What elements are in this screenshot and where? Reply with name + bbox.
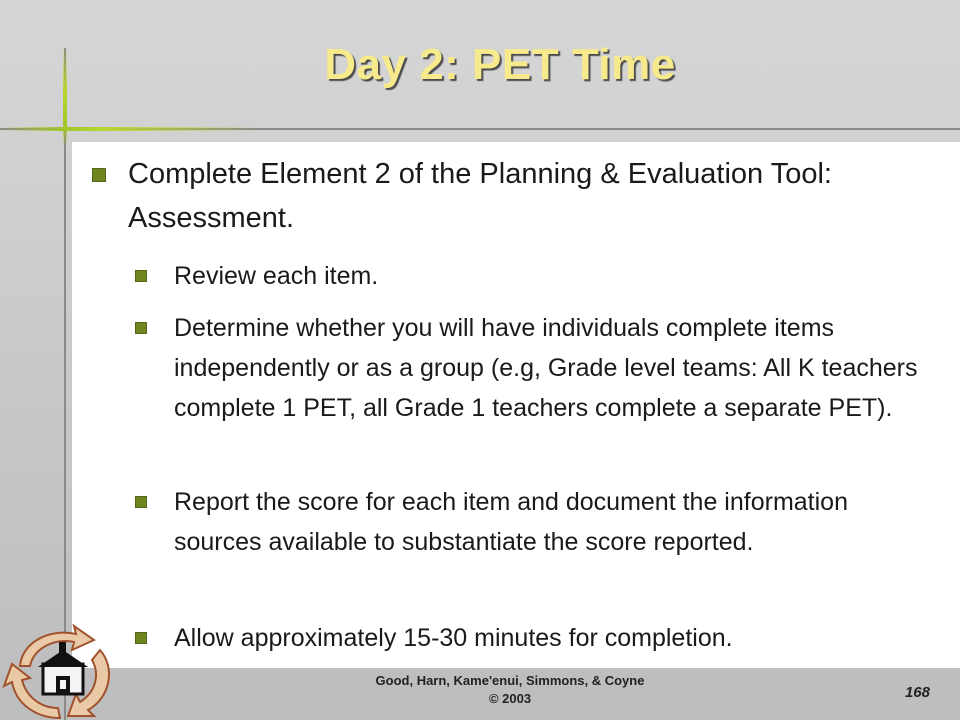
slide-title: Day 2: PET Time xyxy=(324,40,676,89)
square-bullet-icon xyxy=(135,496,147,508)
sub-bullet xyxy=(138,482,938,562)
square-bullet-icon xyxy=(135,632,147,644)
square-bullet-icon xyxy=(92,168,106,182)
main-bullet xyxy=(94,152,914,240)
sub-bullet xyxy=(138,256,938,296)
footer-authors: Good, Harn, Kame'enui, Simmons, & Coyne xyxy=(375,673,645,688)
schoolhouse-recycle-arrows-icon xyxy=(2,620,124,720)
sub-bullet-text: Report the score for each item and document the information sources available to substantiate the score reported. xyxy=(174,488,848,556)
sub-bullet-text: Review each item. xyxy=(174,262,379,290)
sub-bullet xyxy=(138,308,938,428)
page-number: 168 xyxy=(904,684,930,701)
content-panel xyxy=(72,142,960,668)
footer-credit xyxy=(280,672,740,708)
sub-bullet xyxy=(138,618,938,658)
square-bullet-icon xyxy=(135,322,147,334)
sub-bullet-text: Determine whether you will have individuals complete items independently or as a group (e.g, Grade level teams: All K teachers complete 1 PET, all Grade 1 teachers complete a separate PET). xyxy=(174,314,918,422)
horizontal-accent-glow xyxy=(0,127,260,131)
sub-bullet-text: Allow approximately 15-30 minutes for completion. xyxy=(174,624,733,652)
main-bullet-text: Complete Element 2 of the Planning & Evaluation Tool: Assessment. xyxy=(128,158,832,234)
square-bullet-icon xyxy=(135,270,147,282)
footer-copyright: © 2003 xyxy=(488,691,532,706)
